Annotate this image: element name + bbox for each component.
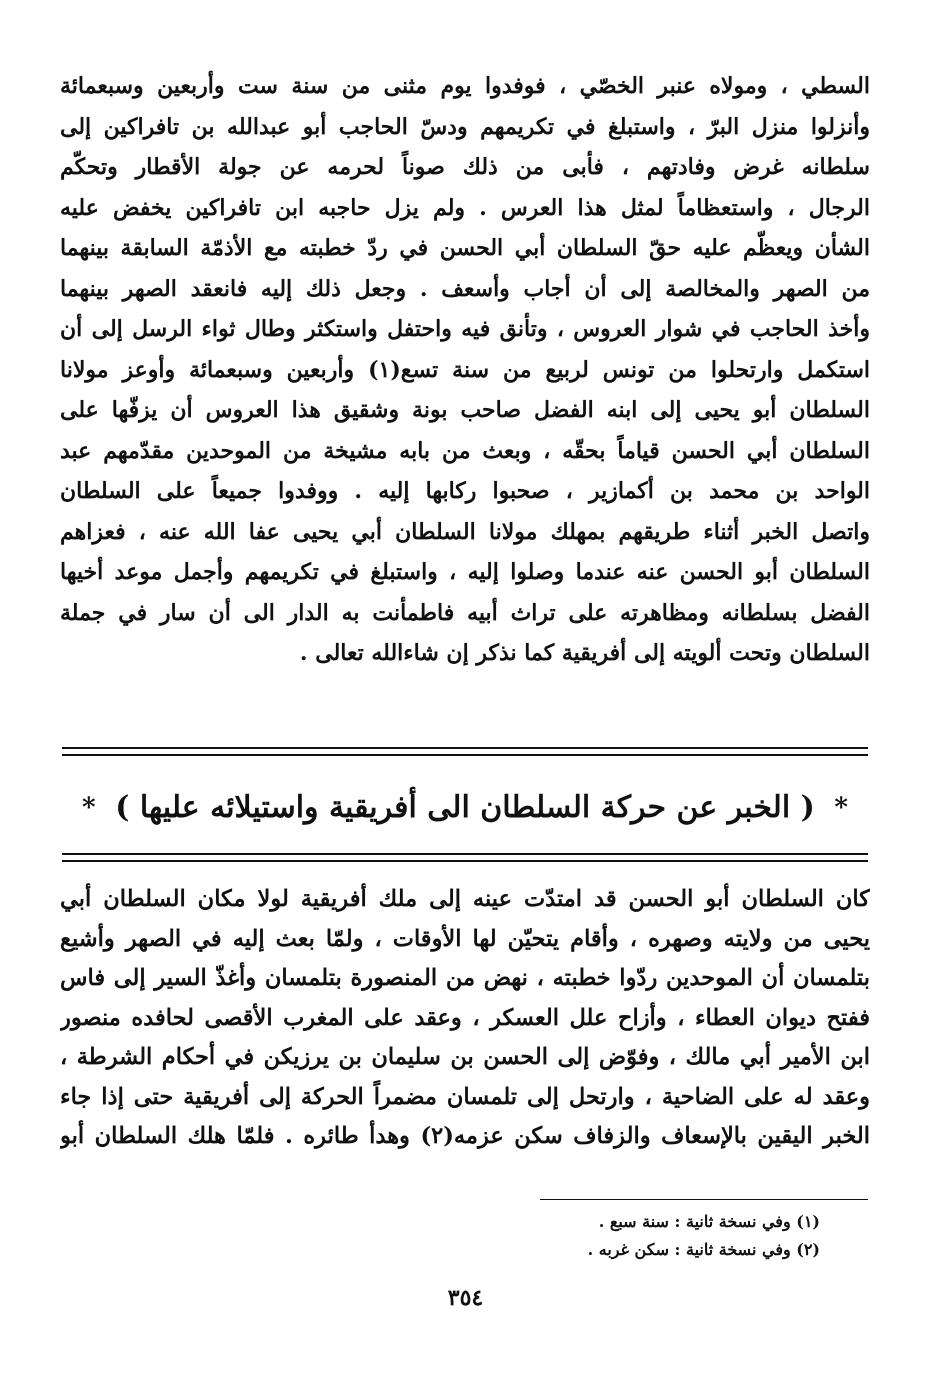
text-line: الخبر اليقين بالإسعاف والزفاف سكن عزمه(٢) وهدأ طائره . فلمّا هلك السلطان أبو — [60, 1123, 870, 1149]
text-line: وعقد له على الضاحية ، وارتحل إلى تلمسان مضمراً الحركة إلى أفريقية حتى إذا جاء — [60, 1083, 870, 1110]
text-line: السطي ، ومولاه عنبر الخصّي ، فوفدوا يوم مثنى من سنة ست وأربعين وسبعمائة — [60, 73, 870, 99]
paragraph-1 — [60, 66, 870, 674]
section-heading-text: ( الخبر عن حركة السلطان الى أفريقية واستيلائه عليها ) — [115, 790, 815, 825]
paragraph-2 — [60, 880, 870, 1157]
text-line: كان السلطان أبو الحسن قد امتدّت عينه إلى ملك أفريقية لولا مكان السلطان أبي — [60, 886, 870, 912]
text-line: وأخذ الحاجب في شوار العروس ، وتأنق فيه واحتفل واستكثر وطال ثواء الرسل إلى أن — [60, 316, 870, 342]
text-line: استكمل وارتحلوا من تونس لربيع من سنة تسع(١) وأربعين وسبعمائة وأوعز مولانا — [60, 356, 870, 383]
text-line: ففتح ديوان العطاء ، وأزاح علل العسكر ، وعقد على المغرب الأقصى لحافده منصور — [60, 1004, 870, 1031]
text-line: بتلمسان أن الموحدين ردّوا خطبته ، نهض من المنصورة بتلمسان وأغذّ السير إلى فاس — [60, 965, 870, 991]
text-line: يحيى من ولايته وصهره ، وأقام يتحيّن لها الأوقات ، ولمّا بعث إليه في الصهر وأشيع — [60, 925, 870, 952]
text-line: الشأن ويعظّم عليه حقّ السلطان أبي الحسن في ردّ خطبته مع الأذمّة السابقة بينهما — [60, 235, 870, 261]
footnote: (١) وفي نسخة ثانية : سنة سبع . — [598, 1212, 820, 1231]
text-line: السلطان أبي الحسن قياماً بحقّه ، وبعث من بابه مشيخة من الموحدين مقدّمهم عبد — [60, 437, 870, 464]
section-heading — [62, 778, 868, 838]
footnotes — [400, 1208, 820, 1264]
text-line: سلطانه غرض وفادتهم ، فأبى من ذلك صوناً لحرمه عن جولة الأقطار وتحكّم — [60, 154, 870, 180]
text-line: السلطان وتحت ألويته إلى أفريقية كما نذكر إن شاءالله تعالى . — [299, 640, 870, 666]
text-line: السلطان أبو الحسن عنه عندما وصلوا إليه ، واستبلغ في تكريمهم وأجمل موعد أخيها — [60, 559, 870, 585]
star-ornament: * — [834, 793, 848, 823]
text-line: السلطان أبو يحيى إلى ابنه الفضل صاحب بونة وشقيق هذا العروس أن يزفّها على — [60, 397, 870, 423]
footnote: (٢) وفي نسخة ثانية : سكن غربه . — [587, 1240, 820, 1259]
text-line: الفضل بسلطانه ومظاهرته على تراث أبيه فاطمأنت به الدار الى أن سار في جملة — [60, 599, 870, 626]
section-divider-top-2 — [62, 754, 868, 756]
footnote-separator — [540, 1199, 868, 1200]
text-line: واتصل الخبر أثناء طريقهم بمهلك مولانا السلطان أبي يحيى عفا الله عنه ، فعزاهم — [60, 518, 870, 545]
page-number: ٣٥٤ — [447, 1285, 484, 1311]
text-line: ابن الأمير أبي مالك ، وفوّض إلى الحسن بن سليمان بن يرزيكن في أحكام الشرطة ، — [60, 1044, 870, 1070]
text-line: الواحد بن محمد بن أكمازير ، صحبوا ركابها إليه . ووفدوا جميعاً على السلطان — [60, 478, 870, 504]
section-divider-top-1 — [62, 747, 868, 749]
text-line: من الصهر والمخالصة إلى أن أجاب وأسعف . وجعل ذلك إليه فانعقد الصهر بينهما — [60, 275, 870, 302]
star-ornament: * — [82, 793, 96, 823]
text-line: وأنزلوا منزل البرّ ، واستبلغ في تكريمهم ودسّ الحاجب أبو عبدالله بن تافراكين إلى — [60, 113, 870, 140]
section-divider-bottom-1 — [62, 853, 868, 855]
section-divider-bottom-2 — [62, 860, 868, 862]
text-line: الرجال ، واستعظاماً لمثل هذا العرس . ولم يزل حاجبه ابن تافراكين يخفض عليه — [60, 194, 870, 221]
